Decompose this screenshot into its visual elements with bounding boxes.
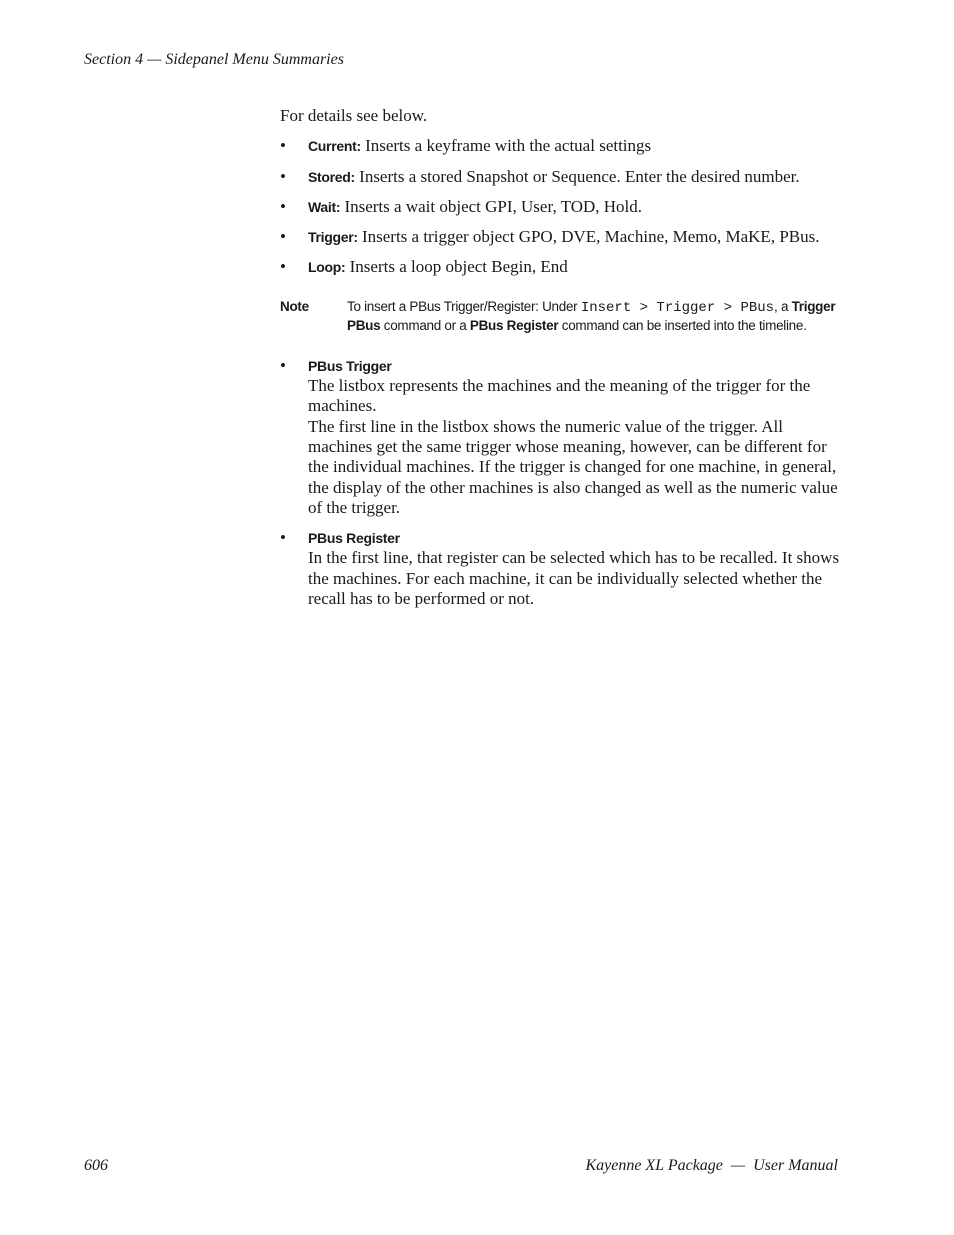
page-content [280,106,842,619]
bullet: • [280,136,286,156]
intro-text: For details see below. [280,106,428,125]
list-item [280,197,842,217]
bullet: • [280,528,286,548]
note-text: command can be inserted into the timeline. [558,318,807,334]
list-item [280,257,842,277]
item-text: Inserts a keyframe with the actual settings [360,136,652,156]
list-item [280,227,842,247]
item-text: Inserts a trigger object GPO, DVE, Machine, Memo, MaKE, PBus. [357,227,820,247]
note-menu-path: Insert > Trigger > PBus [580,299,775,316]
note-bold-term: PBus Register [469,318,559,334]
note-text: command or a [380,318,470,334]
list-item [280,356,842,518]
pbus-list [280,356,842,610]
manual-title: Kayenne XL Package — User Manual [585,1157,838,1174]
list-item [280,167,842,187]
bullet: • [280,257,286,277]
item-paragraph: The first line in the listbox shows the numeric value of the trigger. All machines get the same trigger whose meaning, however, can be different for the individual machines. If the trigger is changed for one machine, in general, the display of the other machines is also changed as well as the numeric value of the trigger. [308,416,838,517]
running-header: Section 4 — Sidepanel Menu Summaries [84,51,344,68]
note-body [347,298,842,336]
bullet: • [280,227,286,247]
bullet: • [280,166,286,186]
note-text: , a [774,298,792,314]
item-term: Wait: [308,198,341,215]
item-text: Inserts a loop object Begin, End [345,257,568,277]
item-term: Trigger: [308,229,358,246]
note-label: Note [280,298,309,314]
bullet: • [280,196,286,216]
item-term: Loop: [308,259,346,276]
item-term: PBus Register [308,530,400,547]
list-item [280,528,842,609]
bullet: • [280,355,286,375]
page-number: 606 [84,1157,108,1174]
item-text: Inserts a stored Snapshot or Sequence. Enter the desired number. [354,166,800,186]
insert-options-list [280,136,842,277]
item-paragraph: The listbox represents the machines and the meaning of the trigger for the machines. [308,376,811,416]
item-term: PBus Trigger [308,357,392,374]
note-text: To insert a PBus Trigger/Register: Under [347,298,581,314]
item-term: Current: [308,138,361,155]
item-text: Inserts a wait object GPI, User, TOD, Hold. [340,196,643,216]
note-bold-term: Trigger PBus [347,298,836,334]
item-paragraph: In the first line, that register can be selected which has to be recalled. It shows the machines. For each machine, it can be individually selected whether the recall has to be performed or not. [308,548,840,609]
item-term: Stored: [308,168,355,185]
list-item [280,136,842,156]
note-block [280,298,842,336]
